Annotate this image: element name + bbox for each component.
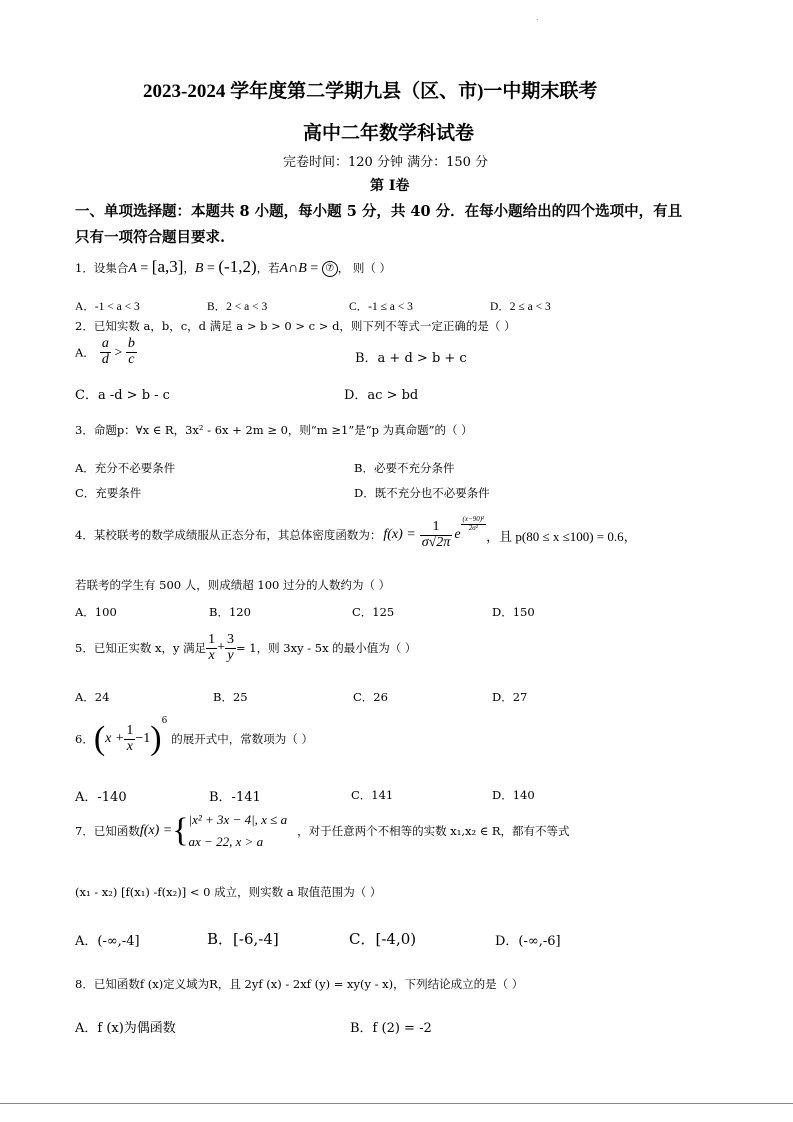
q1-set-a-name: A (128, 261, 137, 276)
q4-exp-den: 2σ² (468, 523, 478, 532)
q2-num-a: a (101, 336, 109, 351)
q4-coef-num: 1 (420, 520, 453, 536)
exam-title: 2023-2024 学年度第二学期九县（区、市)一中期末联考 (143, 81, 598, 102)
q4-line2: 若联考的学生有 500 人，则成绩超 100 过分的人数约为（ ） (75, 578, 391, 592)
q7-option-d[interactable]: D．(-∞,-6] (495, 934, 561, 949)
q4-option-a[interactable]: A．100 (75, 605, 117, 619)
q7-case-2: ax − 22, x > a (188, 834, 264, 849)
q1-comma: ， (183, 261, 195, 275)
q4-post: ，且 p(80 ≤ x ≤100) = 0.6， (486, 528, 637, 544)
q6-left-paren: ( (93, 720, 106, 757)
page-bottom-rule (0, 1103, 793, 1104)
q5-den-x: x (208, 647, 215, 663)
q6-right-paren: ) (150, 720, 162, 757)
q4-exp-num: (x−90)² (462, 515, 485, 524)
q7-line2: (x₁ - x₂) [f(x₁) -f(x₂)] < 0 成立，则实数 a 取值范围为（ ） (75, 885, 382, 899)
q5-post: = 1，则 3xy - 5x 的最小值为（ ） (236, 641, 417, 655)
question-2: 2．已知实数 a，b，c，d 满足 a > b > 0 > c > d，则下列不等式一定正确的是（ ） (75, 319, 516, 333)
section-instruction-2: 只有一项符合题目要求. (75, 229, 226, 246)
q4-pre: 4．某校联考的数学成绩服从正态分布，其总体密度函数为： (75, 528, 382, 542)
q4-e: e (454, 527, 461, 542)
q4-exponent-fraction (461, 516, 487, 532)
q5-num-1: 1 (208, 631, 216, 647)
q7-left-brace: { (172, 812, 189, 849)
q3-option-b[interactable]: B．必要不充分条件 (354, 461, 455, 475)
q1-option-d[interactable]: D．2 ≤ a < 3 (490, 301, 551, 313)
q1-set-b: (-1,2) (218, 257, 257, 276)
q3-option-d[interactable]: D．既不充分也不必要条件 (354, 486, 490, 500)
q1-set-a: [a,3] (151, 257, 184, 276)
q4-option-b[interactable]: B．120 (209, 605, 251, 619)
q2-option-c[interactable]: C．a -d > b - c (75, 388, 170, 403)
corner-dot: . (536, 13, 539, 22)
q1-eq-c: = (306, 261, 322, 276)
q1-pre: 1．设集合 (75, 261, 129, 275)
q2-option-b[interactable]: B．a + d > b + c (355, 351, 467, 366)
q4-coef-den: σ√2π (421, 534, 451, 550)
q7-case-1: |x² + 3x − 4|, x ≤ a (188, 811, 288, 827)
q8-option-b[interactable]: B．f (2) = -2 (350, 1021, 432, 1036)
q2-option-d[interactable]: D．ac > bd (344, 388, 419, 403)
q4-option-d[interactable]: D．150 (492, 605, 535, 619)
q4-density-fn: f(x) = (383, 527, 416, 542)
question-5 (75, 628, 416, 668)
q7-piecewise-fn: f(x) = (139, 823, 173, 838)
q2-num-b: b (127, 336, 135, 351)
q5-pre: 5．已知正实数 x，y 满足 (75, 641, 207, 655)
q1-set-b-name: B (194, 261, 204, 276)
q4-coefficient-fraction (420, 520, 453, 550)
q3-option-a[interactable]: A．充分不必要条件 (75, 461, 176, 475)
q4-option-c[interactable]: C．125 (352, 605, 395, 619)
q5-option-d[interactable]: D．27 (492, 690, 528, 704)
q7-option-b[interactable]: B．[-6,-4] (207, 930, 279, 948)
q6-option-b[interactable]: B．-141 (209, 790, 261, 805)
q6-pre: 6． (75, 732, 94, 746)
q6-den: x (126, 738, 133, 754)
q6-post: 的展开式中，常数项为（ ） (171, 732, 313, 746)
section-instruction-1: 一、单项选择题：本题共 8 小题，每小题 5 分，共 40 分．在每小题给出的四个选项中，有且 (75, 203, 683, 220)
q1-intersection: A∩B (279, 261, 307, 276)
q7-post: ，对于任意两个不相等的实数 x₁,x₂ ∈ R，都有不等式 (297, 824, 570, 838)
q6-option-a[interactable]: A．-140 (75, 790, 127, 805)
q6-option-d[interactable]: D．140 (492, 788, 535, 802)
q6-x: x + (105, 731, 125, 746)
part-label: 第 Ⅰ卷 (370, 178, 410, 194)
q2-option-a-label: A． (75, 345, 95, 360)
q2-fraction-a-d (100, 337, 111, 367)
question-8: 8．已知函数f (x)定义域为R，且 2yf (x) - 2xf (y) = xy(y - x)，下列结论成立的是（ ） (75, 977, 524, 991)
q7-option-c[interactable]: C．[-4,0) (349, 930, 417, 948)
circled-seven-symbol: ⑦ (322, 261, 338, 277)
q6-minus-one: −1 (135, 731, 151, 746)
question-6 (75, 714, 313, 764)
q1-eq-b: = (203, 261, 219, 276)
q1-cond: ，若 (256, 261, 280, 275)
exam-subtitle: 高中二年数学科试卷 (303, 123, 475, 144)
q2-den-c: c (128, 351, 135, 367)
q5-option-a[interactable]: A．24 (75, 690, 110, 704)
q6-exponent: 6 (161, 716, 168, 726)
q7-option-a[interactable]: A．(-∞,-4] (75, 934, 140, 949)
q1-option-a[interactable]: A．-1 < a < 3 (75, 301, 140, 313)
q6-fraction-1x (124, 724, 135, 754)
q7-pre: 7．已知函数 (75, 824, 140, 838)
q1-post: ， 则（ ） (337, 261, 392, 275)
q2-den-d: d (101, 351, 109, 367)
q8-option-a[interactable]: A．f (x)为偶函数 (75, 1021, 176, 1036)
q1-option-c[interactable]: C．-1 ≤ a < 3 (349, 301, 413, 313)
q5-num-3: 3 (227, 631, 235, 647)
question-4 (75, 509, 637, 561)
q5-plus: + (217, 640, 226, 655)
question-7 (75, 806, 570, 856)
q5-option-c[interactable]: C．26 (353, 690, 388, 704)
q2-option-a[interactable] (75, 337, 137, 367)
question-3: 3．命题p：∀x ∈ R，3x² - 6x + 2m ≥ 0，则“m ≥1”是“p 为真命题”的（ ） (75, 423, 473, 437)
q2-fraction-b-c (126, 337, 137, 367)
exam-meta: 完卷时间：120 分钟 满分：150 分 (283, 155, 489, 170)
q6-num: 1 (126, 722, 134, 738)
q5-fraction-3y (225, 633, 236, 663)
q2-gt: > (110, 345, 126, 361)
q5-fraction-1x (206, 633, 217, 663)
question-1 (75, 257, 391, 277)
q5-option-b[interactable]: B．25 (213, 690, 248, 704)
q6-option-c[interactable]: C．141 (351, 788, 394, 802)
q3-option-c[interactable]: C．充要条件 (75, 486, 142, 500)
q1-eq: = (136, 261, 152, 276)
q5-den-y: y (227, 647, 234, 663)
q7-cases (189, 809, 288, 853)
q1-option-b[interactable]: B．2 < a < 3 (207, 301, 268, 313)
